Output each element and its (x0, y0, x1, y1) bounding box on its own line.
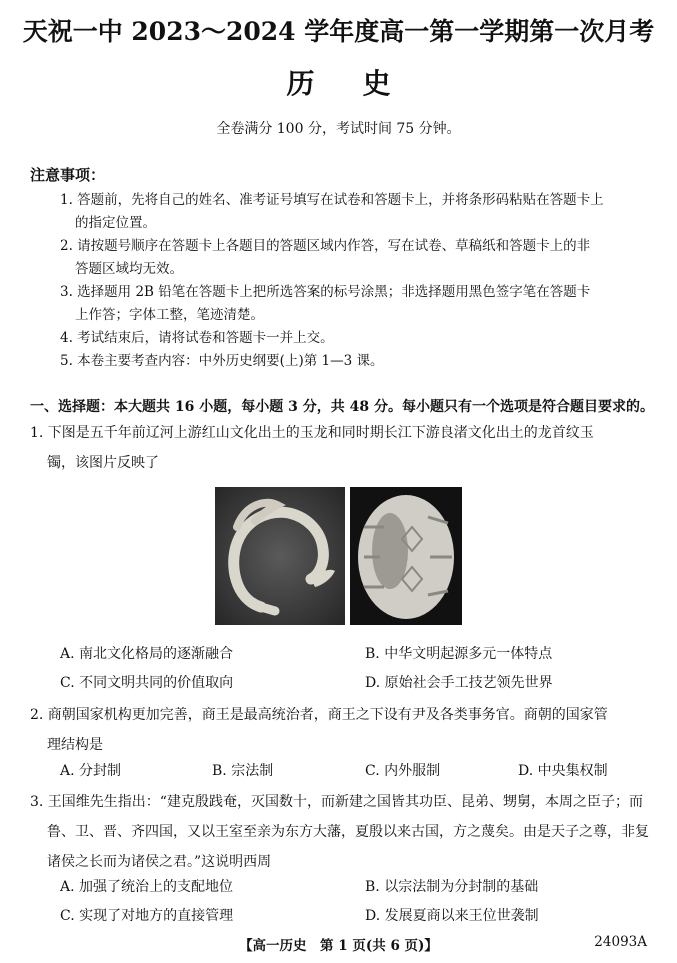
notice-item (60, 327, 650, 350)
notice-item (60, 281, 650, 327)
question-3 (30, 787, 650, 877)
question-text: 鲁、卫、晋、齐四国，又以王室至亲为东方大藩，夏殷以来古国，方之蔑矣。由是天子之尊，非复 (47, 824, 649, 840)
notice-line: 5. 本卷主要考查内容：中外历史纲要(上)第 1—3 课。 (60, 353, 384, 369)
question-text: 3. 王国维先生指出：“建克殷践奄，灭国数十，而新建之国皆其功臣、昆弟、甥舅，本周之臣子；而 (30, 794, 643, 810)
exam-title: 天祝一中 2023～2024 学年度高一第一学期第一次月考 (22, 17, 655, 46)
score-note: 全卷满分 100 分，考试时间 75 分钟。 (216, 121, 461, 137)
option-a[interactable]: A. 南北文化格局的逐渐融合 (60, 646, 234, 662)
question-1-options (60, 643, 660, 703)
notice-line: 1. 答题前，先将自己的姓名、准考证号填写在试卷和答题卡上，并将条形码粘贴在答题卡上 (60, 192, 604, 208)
notice-item (60, 189, 650, 235)
option-a[interactable]: A. 加强了统治上的支配地位 (60, 879, 234, 895)
question-2-options (60, 760, 660, 782)
question-text: 诸侯之长而为诸侯之君。”这说明西周 (47, 854, 272, 870)
paper-code: 24093A (594, 934, 647, 950)
option-c[interactable]: C. 内外服制 (365, 763, 441, 779)
notice-list (60, 189, 650, 373)
subject-title: 历史 (286, 67, 439, 100)
question-text: 理结构是 (47, 737, 103, 753)
page-footer: 【高一历史 第 1 页(共 6 页)】 (239, 938, 438, 954)
option-d[interactable]: D. 中央集权制 (518, 763, 608, 779)
question-1 (30, 418, 650, 478)
notice-item (60, 235, 650, 281)
jade-dragon-photo (215, 487, 345, 625)
option-d[interactable]: D. 原始社会手工技艺领先世界 (365, 675, 553, 691)
question-text: 2. 商朝国家机构更加完善，商王是最高统治者，商王之下设有尹及各类事务官。商朝的国家管 (30, 707, 608, 723)
question-text: 镯，该图片反映了 (47, 455, 159, 471)
option-d[interactable]: D. 发展夏商以来王位世袭制 (365, 908, 539, 924)
question-text: 1. 下图是五千年前辽河上游红山文化出土的玉龙和同时期长江下游良渚文化出土的龙首纹玉 (30, 425, 594, 441)
jade-bracelet-photo (350, 487, 462, 625)
option-b[interactable]: B. 宗法制 (212, 763, 274, 779)
question-1-photos (215, 487, 463, 627)
notice-line: 的指定位置。 (75, 215, 156, 231)
question-2 (30, 700, 650, 760)
option-a[interactable]: A. 分封制 (60, 763, 122, 779)
notice-line: 2. 请按题号顺序在答题卡上各题目的答题区域内作答，写在试卷、草稿纸和答题卡上的非 (60, 238, 591, 254)
notice-line: 3. 选择题用 2B 铅笔在答题卡上把所选答案的标号涂黑；非选择题用黑色签字笔在答题卡 (60, 284, 591, 300)
notice-line: 上作答；字体工整，笔迹清楚。 (75, 307, 264, 323)
notice-item (60, 350, 650, 373)
notice-line: 4. 考试结束后，请将试卷和答题卡一并上交。 (60, 330, 334, 346)
section-heading: 一、选择题：本大题共 16 小题，每小题 3 分，共 48 分。每小题只有一个选项是符合题目要求的。 (30, 399, 654, 415)
notice-heading: 注意事项： (30, 166, 106, 184)
option-c[interactable]: C. 不同文明共同的价值取向 (60, 675, 234, 691)
option-c[interactable]: C. 实现了对地方的直接管理 (60, 908, 234, 924)
option-b[interactable]: B. 中华文明起源多元一体特点 (365, 646, 553, 662)
question-3-options (60, 876, 660, 928)
option-b[interactable]: B. 以宗法制为分封制的基础 (365, 879, 539, 895)
notice-line: 答题区域均无效。 (75, 261, 183, 277)
